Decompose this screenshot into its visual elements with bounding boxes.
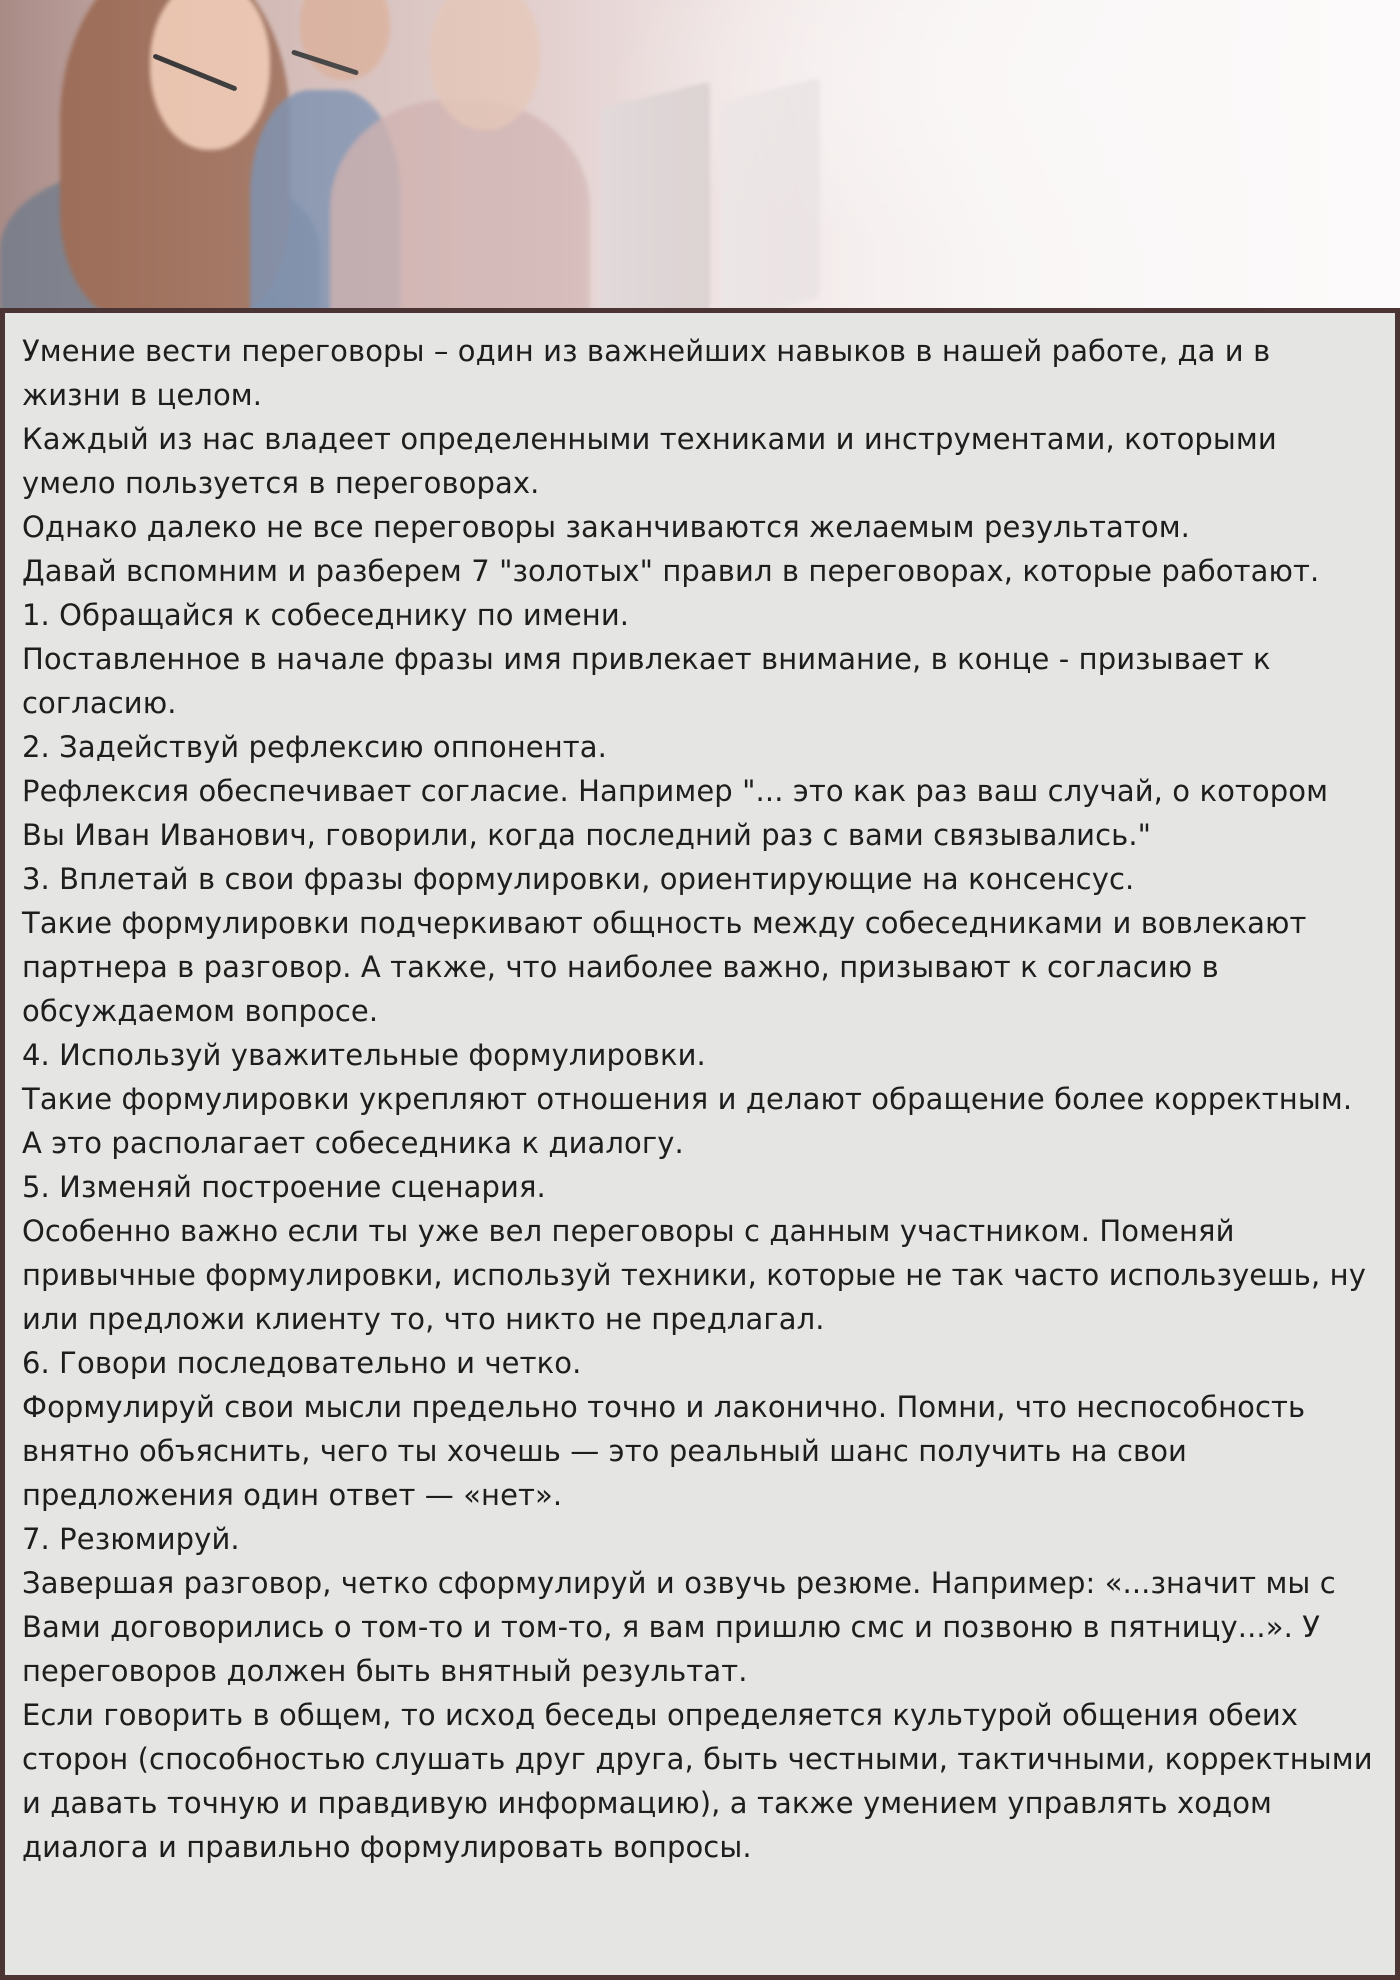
header-photo (0, 0, 1400, 310)
rule-text-4: Такие формулировки укрепляют отношения и делают обращение более корректным. А это располагает собеседника к диалогу. (22, 1082, 1353, 1160)
rule-heading-4: 4. Используй уважительные формулировки. (22, 1038, 706, 1072)
rule-text-7: Завершая разговор, четко сформулируй и озвучь резюме. Например: «...значит мы с Вами договорились о том-то и том-то, я вам пришлю смс и позвоню в пятницу...». У переговоров должен быть внятный результат. (22, 1566, 1336, 1688)
article-paragraph: Давай вспомним и разберем 7 "золотых" правил в переговорах, которые работают. (22, 554, 1320, 588)
rule-text-5: Особенно важно если ты уже вел переговоры с данным участником. Поменяй привычные формулировки, используй техники, которые не так часто используешь, ну или предложи клиенту то, что никто не предлагал. (22, 1214, 1366, 1336)
article-paragraph: Каждый из нас владеет определенными техниками и инструментами, которыми умело пользуется в переговорах. (22, 422, 1277, 500)
rule-heading-7: 7. Резюмируй. (22, 1522, 240, 1556)
rule-heading-5: 5. Изменяй построение сценария. (22, 1170, 546, 1204)
rule-heading-3: 3. Вплетай в свои фразы формулировки, ориентирующие на консенсус. (22, 862, 1135, 896)
article-conclusion: Если говорить в общем, то исход беседы определяется культурой общения обеих сторон (способностью слушать друг друга, быть честными, тактичными, корректными и давать точную и правдивую информацию), а также умением управлять ходом диалога и правильно формулировать вопросы. (22, 1698, 1373, 1864)
rule-text-3: Такие формулировки подчеркивают общность между собеседниками и вовлекают партнера в разговор. А также, что наиболее важно, призывают к согласию в обсуждаемом вопросе. (22, 906, 1307, 1028)
rule-heading-1: 1. Обращайся к собеседнику по имени. (22, 598, 630, 632)
article-paragraph: Умение вести переговоры – один из важнейших навыков в нашей работе, да и в жизни в целом. (22, 334, 1271, 412)
rule-text-6: Формулируй свои мысли предельно точно и лаконично. Помни, что неспособность внятно объяснить, чего ты хочешь — это реальный шанс получить на свои предложения один ответ — «нет». (22, 1390, 1306, 1512)
article-paragraph: Однако далеко не все переговоры заканчиваются желаемым результатом. (22, 510, 1191, 544)
rule-heading-6: 6. Говори последовательно и четко. (22, 1346, 582, 1380)
photo-fade-overlay (0, 0, 1400, 310)
article-text-panel (0, 308, 1400, 1980)
rule-heading-2: 2. Задействуй рефлексию оппонента. (22, 730, 607, 764)
rule-text-1: Поставленное в начале фразы имя привлекает внимание, в конце - призывает к согласию. (22, 642, 1271, 720)
rule-text-2: Рефлексия обеспечивает согласие. Например "... это как раз ваш случай, о котором Вы Иван Иванович, говорили, когда последний раз с вами связывались." (22, 774, 1329, 852)
